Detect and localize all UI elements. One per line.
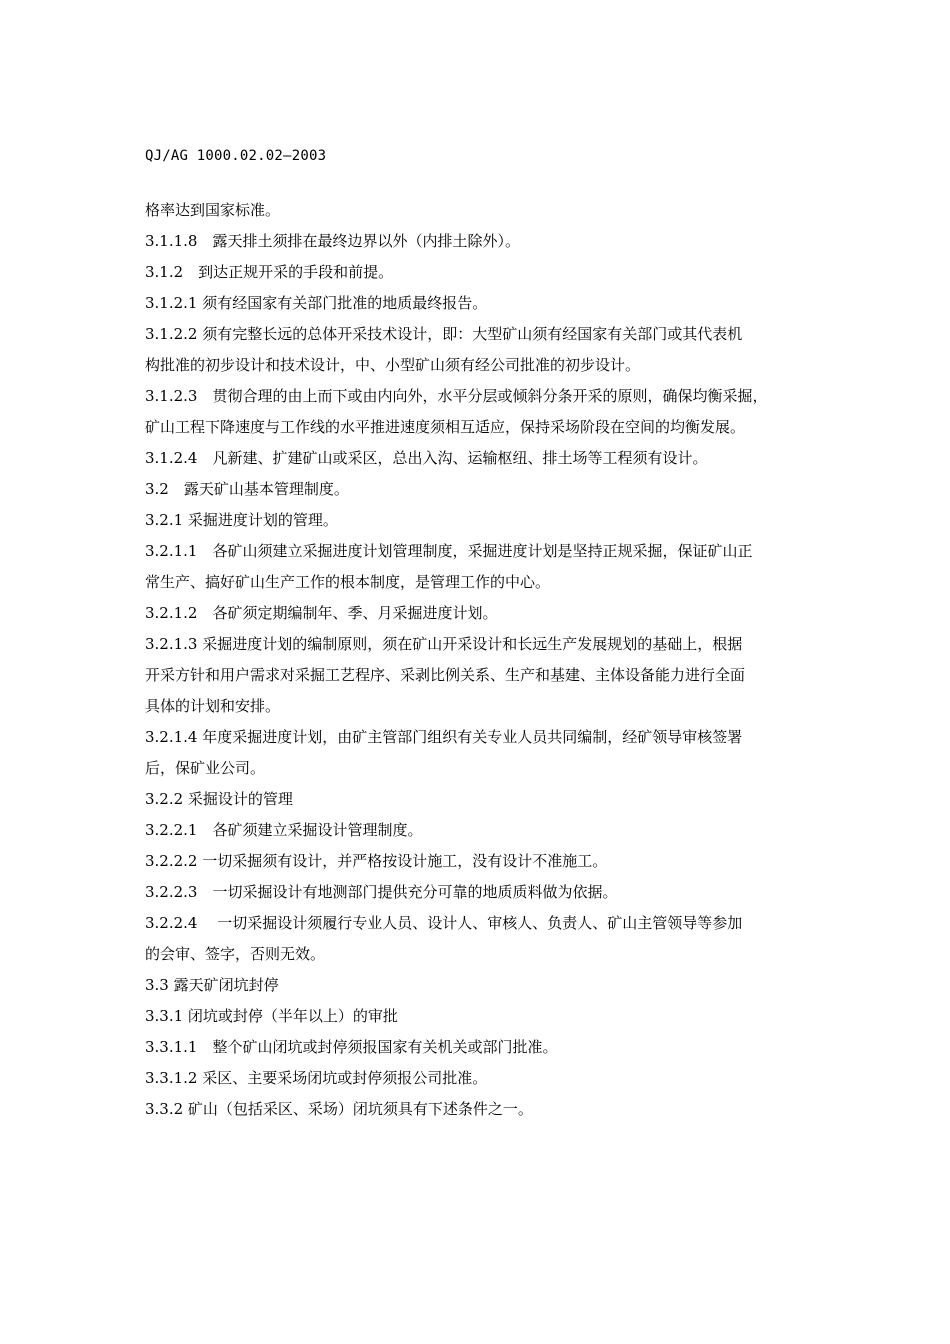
text-line: 3.2.2 采掘设计的管理 bbox=[145, 790, 293, 808]
text-line: 3.1.2.3 贯彻合理的由上而下或由内向外，水平分层或倾斜分条开采的原则，确保均衡采掘， bbox=[145, 387, 768, 405]
text-line: 3.3.1 闭坑或封停（半年以上）的审批 bbox=[145, 1007, 398, 1025]
text-line: 3.1.2.2 须有完整长远的总体开采技术设计，即：大型矿山须有经国家有关部门或其代表机 bbox=[145, 325, 743, 343]
text-line: 3.2.1.4 年度采掘进度计划，由矿主管部门组织有关专业人员共同编制，经矿领导审核签署 bbox=[145, 728, 743, 746]
text-line: 3.1.2.1 须有经国家有关部门批准的地质最终报告。 bbox=[145, 294, 488, 312]
text-line: 3.3.1.1 整个矿山闭坑或封停须报国家有关机关或部门批准。 bbox=[145, 1038, 558, 1056]
text-line: 格率达到国家标准。 bbox=[145, 201, 281, 219]
text-line: 3.1.2 到达正规开采的手段和前提。 bbox=[145, 263, 394, 281]
text-line: 后，保矿业公司。 bbox=[145, 759, 266, 777]
text-line: 常生产、搞好矿山生产工作的根本制度，是管理工作的中心。 bbox=[145, 573, 551, 591]
text-line: 3.2 露天矿山基本管理制度。 bbox=[145, 480, 349, 498]
text-line: 3.1.2.4 凡新建、扩建矿山或采区，总出入沟、运输枢纽、排土场等工程须有设计。 bbox=[145, 449, 708, 467]
text-line: 3.3 露天矿闭坑封停 bbox=[145, 976, 279, 994]
text-line: 构批准的初步设计和技术设计，中、小型矿山须有经公司批准的初步设计。 bbox=[145, 356, 641, 374]
text-line: 矿山工程下降速度与工作线的水平推进速度须相互适应，保持采场阶段在空间的均衡发展。 bbox=[145, 418, 746, 436]
text-line: 3.2.2.3 一切采掘设计有地测部门提供充分可靠的地质质料做为依据。 bbox=[145, 883, 618, 901]
text-line: 具体的计划和安排。 bbox=[145, 697, 281, 715]
text-line: 3.2.1.3 采掘进度计划的编制原则，须在矿山开采设计和长远生产发展规划的基础上，根据 bbox=[145, 635, 743, 653]
text-line: 开采方针和用户需求对采掘工艺程序、采剥比例关系、生产和基建、主体设备能力进行全面 bbox=[145, 666, 746, 684]
text-line: 3.2.1.1 各矿山须建立采掘进度计划管理制度，采掘进度计划是坚持正规采掘，保证矿山正 bbox=[145, 542, 753, 560]
document-body bbox=[145, 195, 825, 1125]
text-line: 3.3.1.2 采区、主要采场闭坑或封停须报公司批准。 bbox=[145, 1069, 488, 1087]
text-line: 的会审、签字，否则无效。 bbox=[145, 945, 326, 963]
text-line: 3.2.2.4 一切采掘设计须履行专业人员、设计人、审核人、负责人、矿山主管领导等参加 bbox=[145, 914, 743, 932]
text-line: 3.2.1.2 各矿须定期编制年、季、月采掘进度计划。 bbox=[145, 604, 498, 622]
text-line: 3.3.2 矿山（包括采区、采场）闭坑须具有下述条件之一。 bbox=[145, 1100, 533, 1118]
text-line: 3.2.2.1 各矿须建立采掘设计管理制度。 bbox=[145, 821, 423, 839]
text-line: 3.2.1 采掘进度计划的管理。 bbox=[145, 511, 338, 529]
document-code-header: QJ/AG 1000.02.02—2003 bbox=[145, 148, 327, 164]
text-line: 3.2.2.2 一切采掘须有设计，并严格按设计施工，没有设计不准施工。 bbox=[145, 852, 608, 870]
text-line: 3.1.1.8 露天排土须排在最终边界以外（内排土除外）。 bbox=[145, 232, 520, 250]
